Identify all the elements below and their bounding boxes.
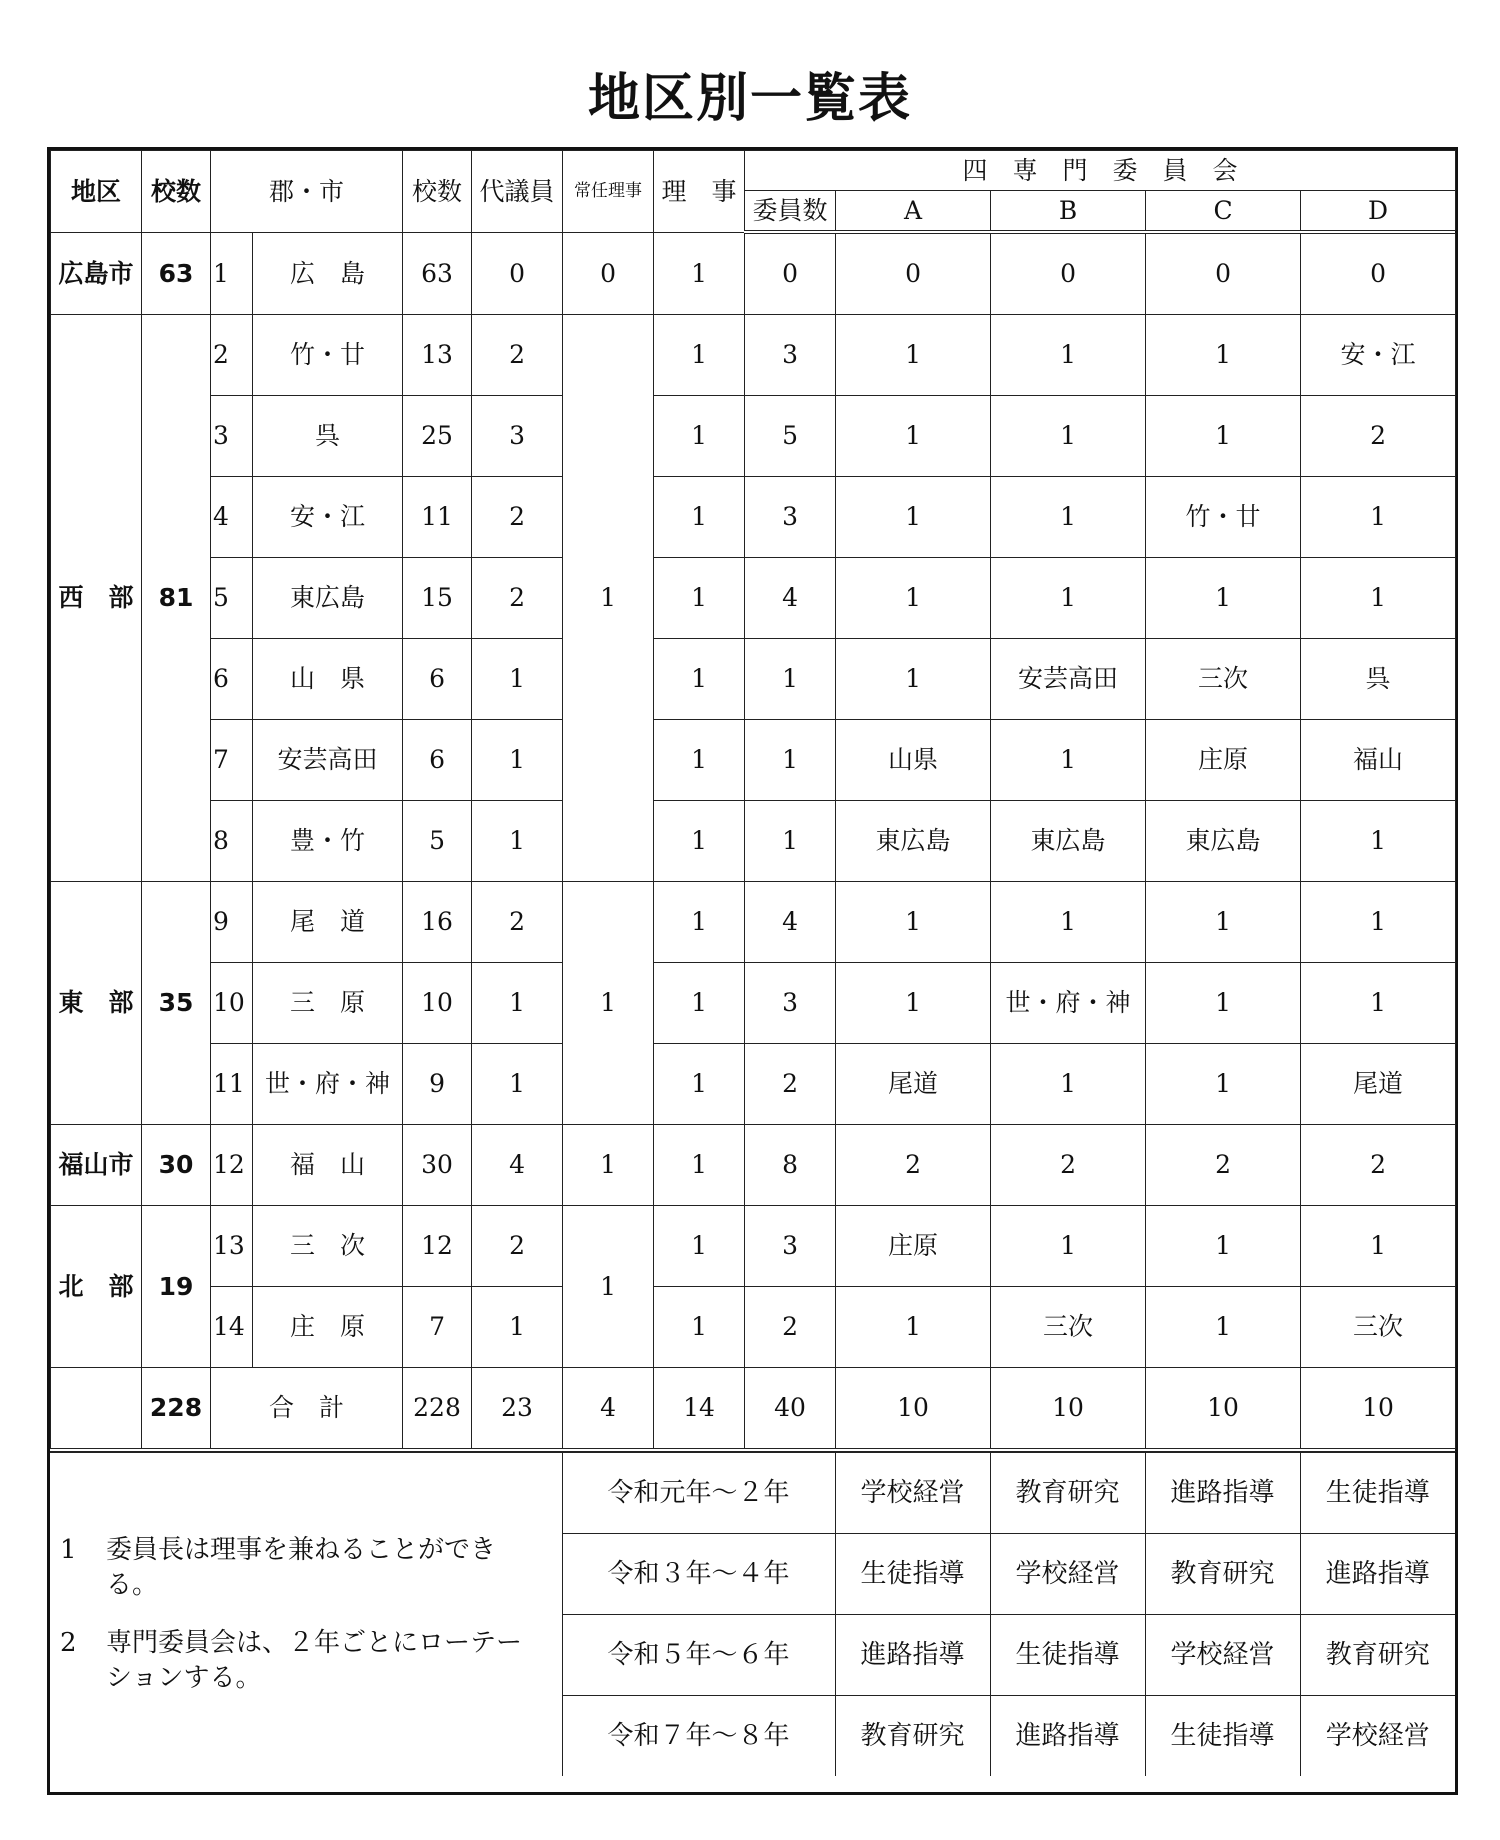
- schools: 11: [403, 477, 472, 558]
- rotation-b: 学校経営: [990, 1534, 1145, 1615]
- rotation-d: 生徒指導: [1300, 1453, 1455, 1534]
- table-row: [51, 315, 1456, 396]
- director: 1: [654, 315, 745, 396]
- row-number: 6: [211, 639, 253, 720]
- member-count: 3: [745, 963, 836, 1044]
- delegates: 1: [472, 639, 563, 720]
- member-count: 2: [745, 1287, 836, 1368]
- header-director: 理 事: [654, 151, 745, 233]
- rotation-d: 学校経営: [1300, 1696, 1455, 1777]
- committee-a: 1: [836, 558, 991, 639]
- note-item: [60, 1533, 548, 1603]
- committee-c: 2: [1146, 1125, 1301, 1206]
- district-name: 福山市: [51, 1125, 142, 1206]
- total-members: 40: [745, 1368, 836, 1451]
- rotation-c: 教育研究: [1145, 1534, 1300, 1615]
- schools: 30: [403, 1125, 472, 1206]
- delegates: 2: [472, 1206, 563, 1287]
- committee-d: 呉: [1301, 639, 1456, 720]
- committee-b: 1: [991, 477, 1146, 558]
- district-table-frame: [47, 147, 1458, 1795]
- committee-c: 庄原: [1146, 720, 1301, 801]
- row-number: 5: [211, 558, 253, 639]
- committee-a: 1: [836, 963, 991, 1044]
- delegates: 1: [472, 720, 563, 801]
- schools: 63: [403, 232, 472, 315]
- director: 1: [654, 1287, 745, 1368]
- table-row: [51, 232, 1456, 315]
- committee-d: 2: [1301, 396, 1456, 477]
- notes: [50, 1453, 562, 1777]
- table-row: [51, 801, 1456, 882]
- rotation-c: 進路指導: [1145, 1453, 1300, 1534]
- rotation-table: [50, 1452, 1455, 1776]
- delegates: 2: [472, 315, 563, 396]
- district-count: 19: [142, 1206, 211, 1368]
- area-name: 尾 道: [253, 882, 403, 963]
- committee-d: 1: [1301, 882, 1456, 963]
- district-table: [50, 150, 1456, 1452]
- rotation-d: 教育研究: [1300, 1615, 1455, 1696]
- director: 1: [654, 1044, 745, 1125]
- rotation-period: 令和５年～６年: [562, 1615, 835, 1696]
- director: 1: [654, 1125, 745, 1206]
- district-count: 30: [142, 1125, 211, 1206]
- committee-a: 1: [836, 882, 991, 963]
- committee-b: 0: [991, 232, 1146, 315]
- director: 1: [654, 882, 745, 963]
- committee-a: 庄原: [836, 1206, 991, 1287]
- table-row: [51, 963, 1456, 1044]
- area-name: 安・江: [253, 477, 403, 558]
- rotation-period: 令和７年～８年: [562, 1696, 835, 1777]
- committee-b: 1: [991, 1044, 1146, 1125]
- area-name: 豊・竹: [253, 801, 403, 882]
- total-label: 合 計: [211, 1368, 403, 1451]
- page-title: 地区別一覧表: [587, 69, 912, 129]
- header-member-count: 委員数: [745, 191, 836, 233]
- committee-d: 1: [1301, 558, 1456, 639]
- standing-director: 1: [563, 1206, 654, 1368]
- member-count: 3: [745, 1206, 836, 1287]
- rotation-row: [50, 1453, 1455, 1534]
- table-row: [51, 1044, 1456, 1125]
- rotation-a: 学校経営: [835, 1453, 990, 1534]
- total-b: 10: [991, 1368, 1146, 1451]
- row-number: 9: [211, 882, 253, 963]
- area-name: 庄 原: [253, 1287, 403, 1368]
- member-count: 1: [745, 801, 836, 882]
- member-count: 0: [745, 232, 836, 315]
- committee-a: 東広島: [836, 801, 991, 882]
- district-name: 広島市: [51, 232, 142, 315]
- table-row: [51, 1125, 1456, 1206]
- rotation-c: 学校経営: [1145, 1615, 1300, 1696]
- schools: 5: [403, 801, 472, 882]
- area-name: 三 次: [253, 1206, 403, 1287]
- committee-a: 2: [836, 1125, 991, 1206]
- table-row: [51, 1287, 1456, 1368]
- schools: 6: [403, 720, 472, 801]
- note-text: 専門委員会は、２年ごとにローテーションする。: [106, 1627, 523, 1693]
- area-name: 山 県: [253, 639, 403, 720]
- member-count: 5: [745, 396, 836, 477]
- delegates: 1: [472, 801, 563, 882]
- director: 1: [654, 1206, 745, 1287]
- committee-c: 1: [1146, 882, 1301, 963]
- header-gun-shi: 郡・市: [211, 151, 403, 233]
- delegates: 4: [472, 1125, 563, 1206]
- standing-director: 1: [563, 315, 654, 882]
- total-schools: 228: [403, 1368, 472, 1451]
- table-row: [51, 396, 1456, 477]
- committee-b: 世・府・神: [991, 963, 1146, 1044]
- committee-d: 尾道: [1301, 1044, 1456, 1125]
- header-standing-director: 常任理事: [563, 151, 654, 233]
- director: 1: [654, 396, 745, 477]
- committee-a: 1: [836, 315, 991, 396]
- committee-d: 三次: [1301, 1287, 1456, 1368]
- row-number: 11: [211, 1044, 253, 1125]
- area-name: 呉: [253, 396, 403, 477]
- header-col-d: D: [1301, 191, 1456, 233]
- table-row: [51, 720, 1456, 801]
- member-count: 3: [745, 477, 836, 558]
- schools: 25: [403, 396, 472, 477]
- committee-a: 尾道: [836, 1044, 991, 1125]
- row-number: 8: [211, 801, 253, 882]
- committee-a: 1: [836, 396, 991, 477]
- committee-b: 2: [991, 1125, 1146, 1206]
- area-name: 竹・廿: [253, 315, 403, 396]
- total-standing: 4: [563, 1368, 654, 1451]
- committee-c: 1: [1146, 1044, 1301, 1125]
- rotation-d: 進路指導: [1300, 1534, 1455, 1615]
- note-item: [60, 1626, 548, 1696]
- district-count: 63: [142, 232, 211, 315]
- header-col-a: A: [836, 191, 991, 233]
- committee-d: 1: [1301, 477, 1456, 558]
- committee-d: 1: [1301, 963, 1456, 1044]
- schools: 12: [403, 1206, 472, 1287]
- district-count: 35: [142, 882, 211, 1125]
- table-row: [51, 1206, 1456, 1287]
- row-number: 1: [211, 232, 253, 315]
- standing-director: 1: [563, 882, 654, 1125]
- area-name: 福 山: [253, 1125, 403, 1206]
- member-count: 3: [745, 315, 836, 396]
- header-district: 地区: [51, 151, 142, 233]
- rotation-b: 進路指導: [990, 1696, 1145, 1777]
- committee-c: 三次: [1146, 639, 1301, 720]
- row-number: 7: [211, 720, 253, 801]
- committee-b: 1: [991, 720, 1146, 801]
- committee-b: 1: [991, 396, 1146, 477]
- total-blank: [51, 1368, 142, 1451]
- committee-c: 東広島: [1146, 801, 1301, 882]
- delegates: 3: [472, 396, 563, 477]
- schools: 13: [403, 315, 472, 396]
- header-col-b: B: [991, 191, 1146, 233]
- committee-c: 1: [1146, 315, 1301, 396]
- member-count: 4: [745, 882, 836, 963]
- committee-d: 1: [1301, 1206, 1456, 1287]
- committee-d: 福山: [1301, 720, 1456, 801]
- district-name: 西 部: [51, 315, 142, 882]
- delegates: 0: [472, 232, 563, 315]
- committee-d: 2: [1301, 1125, 1456, 1206]
- rotation-a: 生徒指導: [835, 1534, 990, 1615]
- committee-d: 安・江: [1301, 315, 1456, 396]
- delegates: 1: [472, 963, 563, 1044]
- table-row: [51, 639, 1456, 720]
- committee-c: 1: [1146, 963, 1301, 1044]
- committee-a: 0: [836, 232, 991, 315]
- schools: 10: [403, 963, 472, 1044]
- header-school-count: 校数: [142, 151, 211, 233]
- committee-a: 1: [836, 1287, 991, 1368]
- schools: 15: [403, 558, 472, 639]
- table-row: [51, 477, 1456, 558]
- delegates: 2: [472, 882, 563, 963]
- director: 1: [654, 963, 745, 1044]
- rotation-b: 教育研究: [990, 1453, 1145, 1534]
- director: 1: [654, 477, 745, 558]
- committee-b: 1: [991, 882, 1146, 963]
- committee-b: 東広島: [991, 801, 1146, 882]
- rotation-b: 生徒指導: [990, 1615, 1145, 1696]
- committee-c: 0: [1146, 232, 1301, 315]
- header-school-count-2: 校数: [403, 151, 472, 233]
- total-a: 10: [836, 1368, 991, 1451]
- director: 1: [654, 558, 745, 639]
- header-committee-group: 四 専 門 委 員 会: [745, 151, 1456, 191]
- area-name: 広 島: [253, 232, 403, 315]
- area-name: 安芸高田: [253, 720, 403, 801]
- delegates: 2: [472, 558, 563, 639]
- committee-b: 三次: [991, 1287, 1146, 1368]
- delegates: 1: [472, 1044, 563, 1125]
- committee-b: 安芸高田: [991, 639, 1146, 720]
- header-delegates: 代議員: [472, 151, 563, 233]
- row-number: 12: [211, 1125, 253, 1206]
- committee-b: 1: [991, 1206, 1146, 1287]
- row-number: 14: [211, 1287, 253, 1368]
- rotation-a: 進路指導: [835, 1615, 990, 1696]
- total-row: [51, 1368, 1456, 1451]
- table-row: [51, 558, 1456, 639]
- rotation-a: 教育研究: [835, 1696, 990, 1777]
- schools: 6: [403, 639, 472, 720]
- row-number: 13: [211, 1206, 253, 1287]
- committee-d: 0: [1301, 232, 1456, 315]
- standing-director: 1: [563, 1125, 654, 1206]
- row-number: 3: [211, 396, 253, 477]
- note-text: 委員長は理事を兼ねることができる。: [106, 1535, 497, 1601]
- rotation-period: 令和３年～４年: [562, 1534, 835, 1615]
- member-count: 2: [745, 1044, 836, 1125]
- total-count: 228: [142, 1368, 211, 1451]
- schools: 9: [403, 1044, 472, 1125]
- area-name: 東広島: [253, 558, 403, 639]
- total-c: 10: [1146, 1368, 1301, 1451]
- rotation-period: 令和元年～２年: [562, 1453, 835, 1534]
- director: 1: [654, 720, 745, 801]
- committee-d: 1: [1301, 801, 1456, 882]
- committee-a: 1: [836, 477, 991, 558]
- director: 1: [654, 639, 745, 720]
- rotation-c: 生徒指導: [1145, 1696, 1300, 1777]
- district-name: 東 部: [51, 882, 142, 1125]
- total-director: 14: [654, 1368, 745, 1451]
- committee-c: 1: [1146, 558, 1301, 639]
- total-delegates: 23: [472, 1368, 563, 1451]
- committee-c: 竹・廿: [1146, 477, 1301, 558]
- area-name: 世・府・神: [253, 1044, 403, 1125]
- committee-a: 1: [836, 639, 991, 720]
- delegates: 1: [472, 1287, 563, 1368]
- committee-c: 1: [1146, 1206, 1301, 1287]
- member-count: 1: [745, 639, 836, 720]
- header-col-c: C: [1146, 191, 1301, 233]
- note-number: 2: [60, 1627, 77, 1658]
- district-name: 北 部: [51, 1206, 142, 1368]
- committee-b: 1: [991, 315, 1146, 396]
- table-row: [51, 882, 1456, 963]
- row-number: 10: [211, 963, 253, 1044]
- area-name: 三 原: [253, 963, 403, 1044]
- standing-director: 0: [563, 232, 654, 315]
- director: 1: [654, 232, 745, 315]
- member-count: 4: [745, 558, 836, 639]
- member-count: 1: [745, 720, 836, 801]
- delegates: 2: [472, 477, 563, 558]
- committee-a: 山県: [836, 720, 991, 801]
- row-number: 2: [211, 315, 253, 396]
- member-count: 8: [745, 1125, 836, 1206]
- committee-b: 1: [991, 558, 1146, 639]
- committee-c: 1: [1146, 1287, 1301, 1368]
- schools: 16: [403, 882, 472, 963]
- note-number: 1: [60, 1535, 77, 1566]
- total-d: 10: [1301, 1368, 1456, 1451]
- district-count: 81: [142, 315, 211, 882]
- row-number: 4: [211, 477, 253, 558]
- schools: 7: [403, 1287, 472, 1368]
- director: 1: [654, 801, 745, 882]
- committee-c: 1: [1146, 396, 1301, 477]
